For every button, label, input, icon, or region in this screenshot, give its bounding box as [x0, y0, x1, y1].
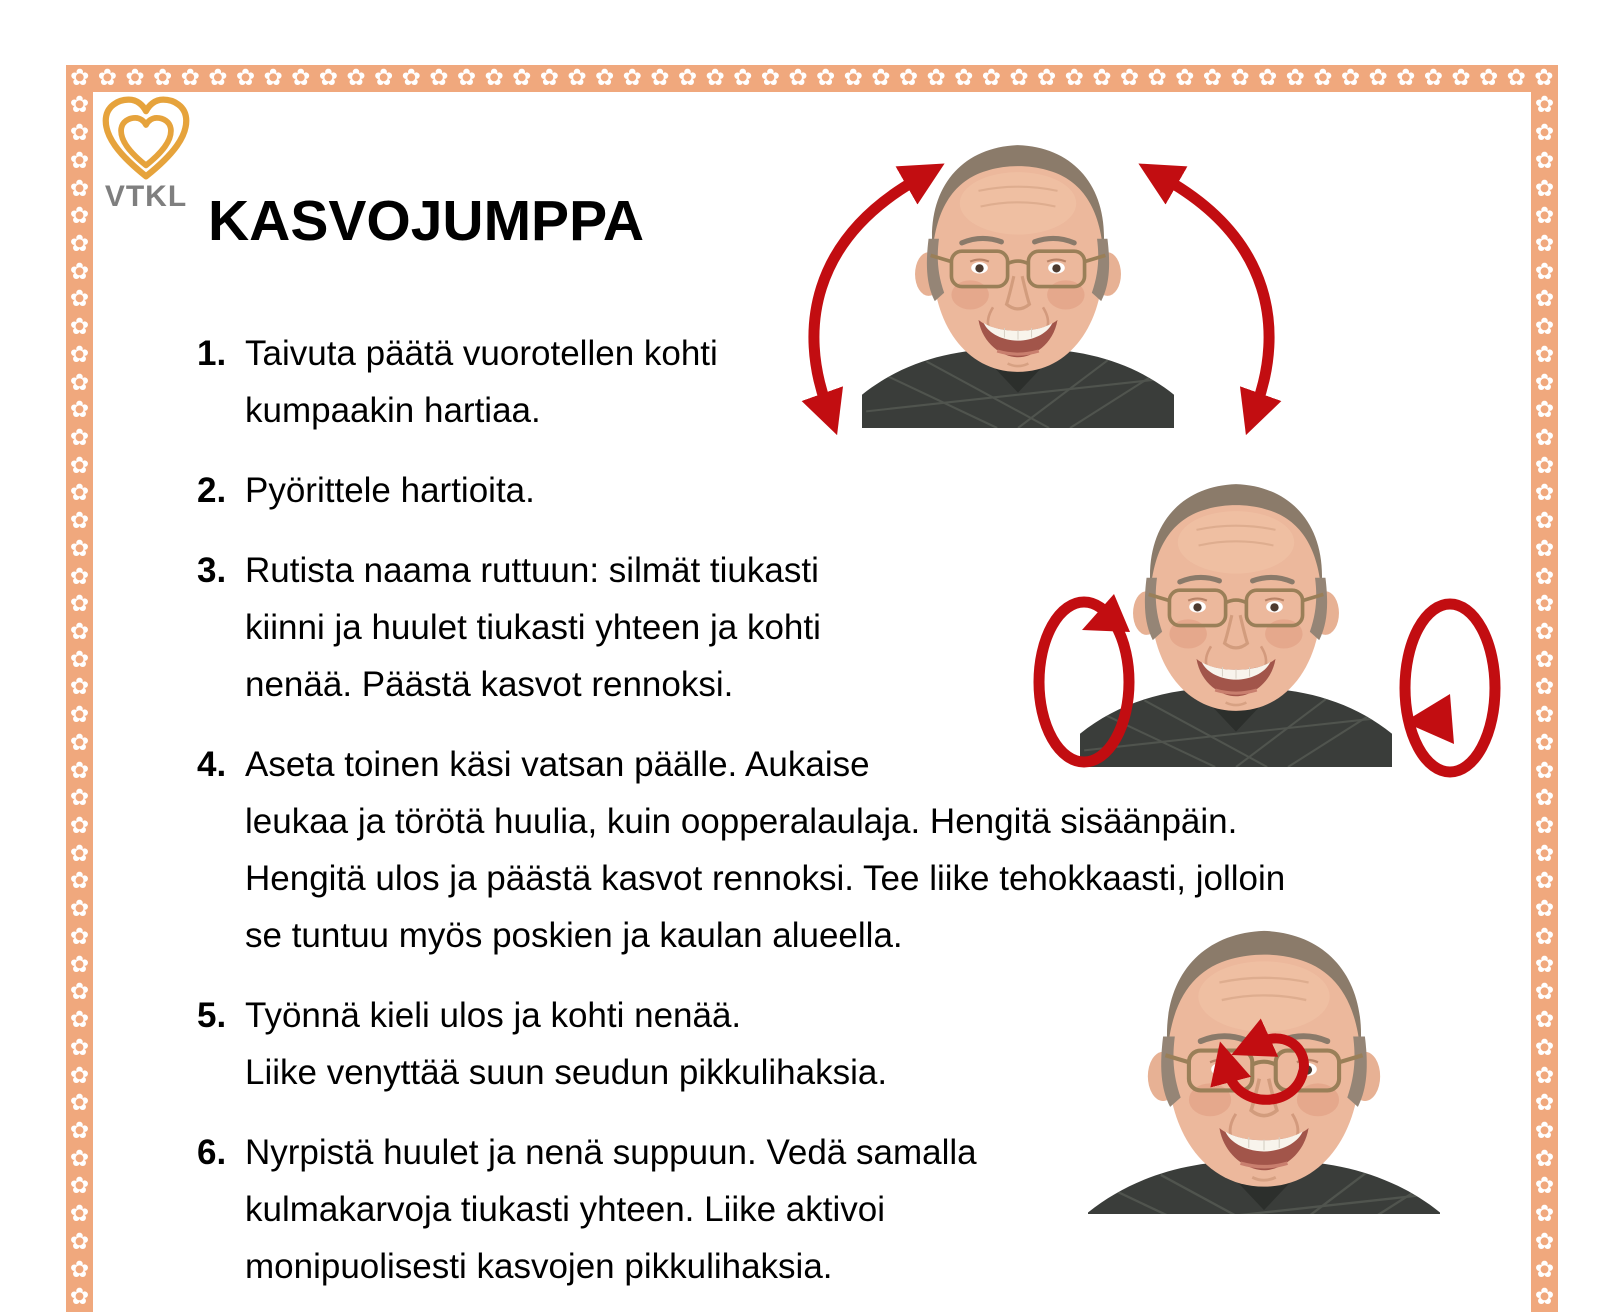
shoulder-roll-arrow-right	[1398, 588, 1502, 788]
flower-icon: ✿	[1534, 1256, 1555, 1283]
flower-icon: ✿	[69, 951, 90, 978]
flower-icon: ✿	[1147, 65, 1167, 91]
flower-icon: ✿	[677, 65, 698, 91]
flower-icon: ✿	[69, 535, 90, 562]
flower-icon: ✿	[1534, 1201, 1555, 1228]
flower-icon: ✿	[69, 341, 90, 368]
flower-icon: ✿	[1340, 65, 1361, 91]
flower-icon: ✿	[1230, 65, 1250, 91]
flower-icon: ✿	[733, 65, 753, 91]
flower-icon: ✿	[1534, 1228, 1555, 1255]
flower-icon: ✿	[69, 230, 90, 257]
flower-icon: ✿	[69, 646, 90, 673]
flower-icon: ✿	[595, 65, 615, 91]
instruction-text	[245, 542, 821, 713]
flower-icon: ✿	[69, 1173, 90, 1200]
instruction-line: Työnnä kieli ulos ja kohti nenää.	[245, 996, 742, 1035]
flower-icon: ✿	[1534, 979, 1555, 1006]
flower-icon: ✿	[69, 397, 90, 424]
flower-icon: ✿	[1175, 65, 1195, 91]
vtkl-logo	[96, 92, 196, 214]
flower-icon: ✿	[1534, 1145, 1555, 1172]
flower-icon: ✿	[1037, 65, 1057, 91]
flower-icon: ✿	[69, 1256, 90, 1283]
instruction-line: Aseta toinen käsi vatsan päälle. Aukaise	[245, 745, 870, 784]
flower-icon: ✿	[1534, 1034, 1555, 1061]
flower-icon: ✿	[69, 286, 90, 313]
flower-icon: ✿	[1534, 286, 1555, 313]
flower-icon: ✿	[1534, 702, 1555, 729]
flower-icon: ✿	[97, 65, 118, 91]
flower-icon: ✿	[346, 65, 366, 91]
flower-icon: ✿	[69, 840, 90, 867]
instruction-line: Hengitä ulos ja päästä kasvot rennoksi. Tee liike tehokkaasti, jolloin	[245, 859, 1286, 898]
flower-icon: ✿	[1534, 646, 1555, 673]
flower-icon: ✿	[1534, 175, 1555, 202]
decorative-border-left	[66, 92, 93, 1312]
flower-icon: ✿	[69, 258, 90, 285]
instruction-line: kulmakarvoja tiukasti yhteen. Liike aktivoi	[245, 1190, 886, 1229]
flower-icon: ✿	[69, 702, 90, 729]
flower-icon: ✿	[1534, 314, 1555, 341]
flower-icon: ✿	[1534, 120, 1555, 147]
flower-icon: ✿	[69, 923, 90, 950]
instruction-line: Liike venyttää suun seudun pikkulihaksia.	[245, 1053, 888, 1092]
flower-icon: ✿	[1534, 1173, 1555, 1200]
flower-icon: ✿	[69, 1117, 90, 1144]
flower-icon: ✿	[263, 65, 283, 91]
flower-icon: ✿	[1534, 480, 1555, 507]
flower-icon: ✿	[69, 1228, 90, 1255]
flower-icon: ✿	[69, 1284, 90, 1311]
flower-icon: ✿	[1534, 757, 1555, 784]
flower-icon: ✿	[567, 65, 587, 91]
flower-icon: ✿	[69, 591, 90, 618]
flower-icon: ✿	[69, 369, 90, 396]
flower-icon: ✿	[69, 452, 90, 479]
flower-icon: ✿	[69, 1201, 90, 1228]
instruction-line: Taivuta päätä vuorotellen kohti	[245, 334, 718, 373]
instruction-number: 5.	[197, 996, 227, 1035]
flower-icon: ✿	[1534, 424, 1555, 451]
flower-icon: ✿	[235, 65, 256, 91]
flower-icon: ✿	[69, 896, 90, 923]
flower-icon: ✿	[69, 120, 90, 147]
flower-icon: ✿	[69, 785, 90, 812]
instruction-text	[245, 462, 535, 519]
decorative-border-right	[1531, 92, 1558, 1312]
heart-logo-icon	[97, 92, 195, 184]
instruction-line: kumpaakin hartiaa.	[245, 391, 541, 430]
flower-icon: ✿	[622, 65, 642, 91]
flower-icon: ✿	[1534, 452, 1555, 479]
flower-icon: ✿	[1534, 65, 1554, 91]
flower-icon: ✿	[69, 175, 90, 202]
flower-icon: ✿	[208, 65, 228, 91]
head-tilt-arrow-left	[786, 146, 961, 438]
page-title: KASVOJUMPPA	[208, 189, 645, 253]
flower-icon: ✿	[1534, 1117, 1555, 1144]
flower-icon: ✿	[69, 674, 90, 701]
flower-icon: ✿	[69, 1145, 90, 1172]
flower-icon: ✿	[429, 65, 449, 91]
flower-icon: ✿	[1534, 813, 1555, 840]
flower-icon: ✿	[1534, 92, 1555, 119]
flower-icon: ✿	[816, 65, 836, 91]
flower-icon: ✿	[69, 314, 90, 341]
head-tilt-arrow-right	[1122, 146, 1297, 438]
decorative-border-top	[66, 65, 1558, 92]
flower-icon: ✿	[69, 563, 90, 590]
instruction-number: 6.	[197, 1133, 227, 1172]
flower-icon: ✿	[401, 65, 421, 91]
instruction-line: Nyrpistä huulet ja nenä suppuun. Vedä samalla	[245, 1133, 977, 1172]
instruction-line: Pyörittele hartioita.	[245, 471, 535, 510]
flower-icon: ✿	[291, 65, 311, 91]
flower-icon: ✿	[153, 65, 173, 91]
flower-icon: ✿	[954, 65, 974, 91]
flower-icon: ✿	[69, 508, 90, 535]
flower-icon: ✿	[1451, 65, 1471, 91]
flower-icon: ✿	[1534, 397, 1555, 424]
flower-icon: ✿	[69, 92, 90, 119]
flower-icon: ✿	[1534, 203, 1555, 230]
flower-icon: ✿	[981, 65, 1002, 91]
flower-icon: ✿	[650, 65, 670, 91]
flower-icon: ✿	[705, 65, 725, 91]
flower-icon: ✿	[69, 203, 90, 230]
flower-icon: ✿	[1423, 65, 1444, 91]
flower-icon: ✿	[69, 1062, 90, 1089]
flower-icon: ✿	[788, 65, 808, 91]
flower-icon: ✿	[1534, 591, 1555, 618]
flower-icon: ✿	[70, 65, 90, 91]
flower-icon: ✿	[1534, 341, 1555, 368]
flower-icon: ✿	[1064, 65, 1084, 91]
flower-icon: ✿	[760, 65, 781, 91]
instruction-number: 1.	[197, 334, 227, 373]
flower-icon: ✿	[1479, 65, 1499, 91]
flower-icon: ✿	[69, 1090, 90, 1117]
flower-icon: ✿	[1534, 868, 1555, 895]
flower-icon: ✿	[69, 813, 90, 840]
flower-icon: ✿	[1534, 508, 1555, 535]
flower-icon: ✿	[69, 1034, 90, 1061]
flower-icon: ✿	[1285, 65, 1305, 91]
flower-icon: ✿	[1534, 1007, 1555, 1034]
flower-icon: ✿	[898, 65, 919, 91]
flower-icon: ✿	[1534, 563, 1555, 590]
flower-icon: ✿	[539, 65, 560, 91]
flower-icon: ✿	[1534, 896, 1555, 923]
flower-icon: ✿	[484, 65, 504, 91]
flower-icon: ✿	[843, 65, 863, 91]
flower-icon: ✿	[1506, 65, 1526, 91]
flower-icon: ✿	[1534, 729, 1555, 756]
flower-icon: ✿	[1313, 65, 1333, 91]
instruction-text	[245, 987, 887, 1101]
flower-icon: ✿	[1534, 258, 1555, 285]
flower-icon: ✿	[69, 979, 90, 1006]
instruction-number: 3.	[197, 551, 227, 590]
flower-icon: ✿	[69, 729, 90, 756]
flower-icon: ✿	[318, 65, 339, 91]
flower-icon: ✿	[1534, 619, 1555, 646]
flower-icon: ✿	[180, 65, 200, 91]
flower-icon: ✿	[456, 65, 477, 91]
flower-icon: ✿	[69, 147, 90, 174]
flower-icon: ✿	[69, 619, 90, 646]
flower-icon: ✿	[1534, 535, 1555, 562]
instruction-line: se tuntuu myös poskien ja kaulan alueella.	[245, 916, 903, 955]
instruction-line: leukaa ja törötä huulia, kuin oopperalaulaja. Hengitä sisäänpäin.	[245, 802, 1238, 841]
flower-icon: ✿	[871, 65, 891, 91]
instruction-number: 2.	[197, 471, 227, 510]
flower-icon: ✿	[1534, 840, 1555, 867]
flower-icon: ✿	[1534, 1284, 1555, 1311]
mouth-circle-arrow	[1212, 1022, 1324, 1126]
flower-icon: ✿	[1396, 65, 1416, 91]
flower-icon: ✿	[1534, 1062, 1555, 1089]
flower-icon: ✿	[1534, 674, 1555, 701]
flower-icon: ✿	[1534, 147, 1555, 174]
flower-icon: ✿	[69, 424, 90, 451]
shoulder-roll-arrow-left	[1022, 582, 1152, 782]
instruction-number: 4.	[197, 745, 227, 784]
logo-text: VTKL	[104, 180, 188, 213]
flower-icon: ✿	[1092, 65, 1112, 91]
instruction-line: Rutista naama ruttuun: silmät tiukasti	[245, 551, 819, 590]
flower-icon: ✿	[1534, 369, 1555, 396]
instruction-line: nenää. Päästä kasvot rennoksi.	[245, 665, 734, 704]
flower-icon: ✿	[374, 65, 394, 91]
flower-icon: ✿	[1202, 65, 1223, 91]
flower-icon: ✿	[1534, 951, 1555, 978]
instruction-line: monipuolisesti kasvojen pikkulihaksia.	[245, 1247, 833, 1286]
flower-icon: ✿	[125, 65, 145, 91]
flower-icon: ✿	[1009, 65, 1029, 91]
flower-icon: ✿	[1368, 65, 1388, 91]
flower-icon: ✿	[1258, 65, 1278, 91]
flower-icon: ✿	[926, 65, 946, 91]
instruction-text	[245, 325, 718, 439]
flower-icon: ✿	[1534, 923, 1555, 950]
flower-icon: ✿	[1534, 1090, 1555, 1117]
flower-icon: ✿	[69, 480, 90, 507]
instruction-text	[245, 1124, 977, 1295]
instruction-line: kiinni ja huulet tiukasti yhteen ja kohti	[245, 608, 821, 647]
flower-icon: ✿	[1534, 785, 1555, 812]
flower-icon: ✿	[69, 868, 90, 895]
flower-icon: ✿	[69, 757, 90, 784]
flower-icon: ✿	[512, 65, 532, 91]
flower-icon: ✿	[1119, 65, 1140, 91]
flower-icon: ✿	[69, 1007, 90, 1034]
flower-icon: ✿	[1534, 230, 1555, 257]
